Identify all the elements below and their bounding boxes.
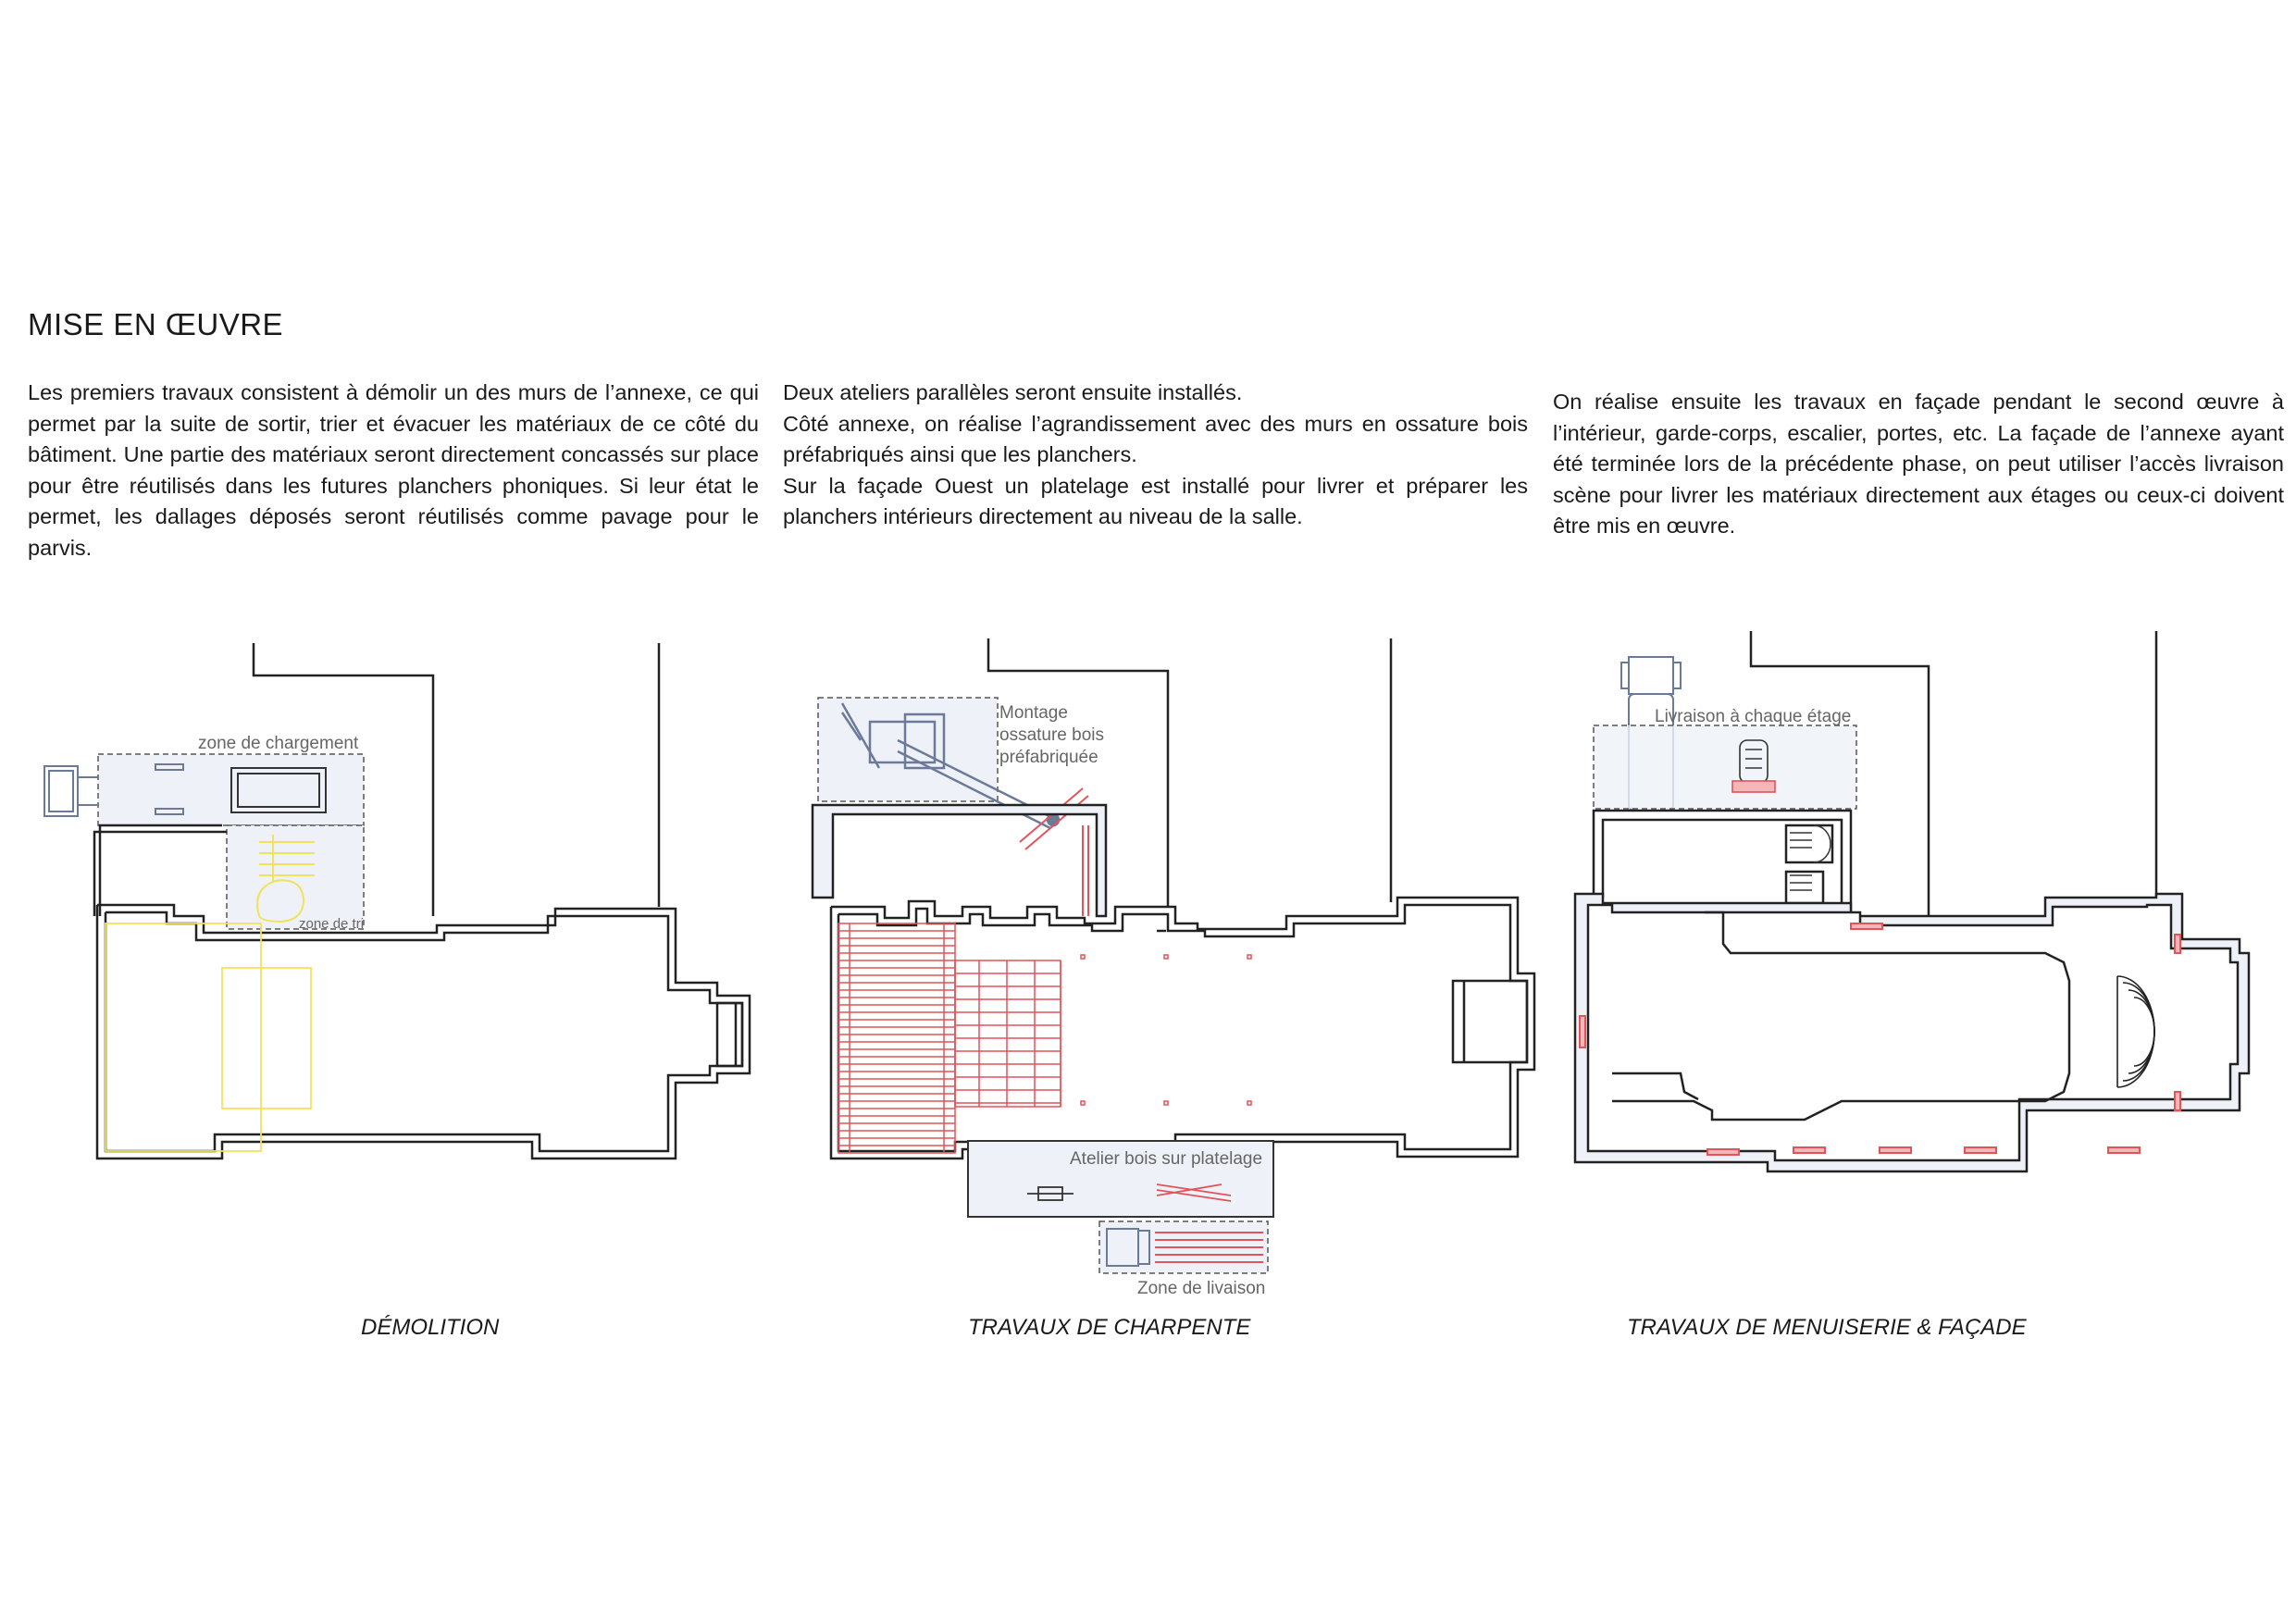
caption-demolition: DÉMOLITION bbox=[361, 1315, 500, 1340]
plan-charpente bbox=[805, 629, 1536, 1305]
post-marker bbox=[1247, 955, 1251, 959]
paragraph-charpente bbox=[783, 378, 1528, 533]
plan-menuiserie bbox=[1564, 629, 2267, 1184]
paragraph-menuiserie-text: On réalise ensuite les travaux en façade pendant le second œuvre à l’intérieur, garde-corps, escalier, portes, etc. La façade de l’annexe ayant été terminée lors de la précédente phase, on peut utiliser l’accès livraison scène pour livrer les matériaux directement aux étages ou ceux-ci doivent être mis en œuvre. bbox=[1553, 390, 2284, 538]
label-atelier: Atelier bois sur platelage bbox=[1070, 1149, 1263, 1169]
paragraph-charpente-line-1: Deux ateliers parallèles seront ensuite installés. bbox=[783, 380, 1243, 404]
label-zone-chargement: zone de chargement bbox=[198, 734, 359, 753]
annexe-walls bbox=[813, 805, 1106, 916]
staircase-icon bbox=[1790, 825, 1831, 890]
floor-board-area bbox=[838, 923, 955, 1153]
main-building-outline bbox=[97, 905, 750, 1158]
annexe-walls bbox=[94, 825, 227, 916]
label-montage-3: préfabriquée bbox=[999, 748, 1098, 767]
main-building-outline bbox=[831, 898, 1534, 1158]
caption-charpente: TRAVAUX DE CHARPENTE bbox=[968, 1315, 1251, 1340]
post-marker bbox=[1164, 955, 1168, 959]
label-montage-1: Montage bbox=[999, 703, 1068, 723]
post-marker bbox=[1247, 1101, 1251, 1105]
paragraph-charpente-line-3: Sur la façade Ouest un platelage est installé pour livrer et préparer les planchers intérieurs directement au niveau de la salle. bbox=[783, 473, 1528, 528]
paragraph-menuiserie bbox=[1553, 387, 2284, 542]
main-building-outline bbox=[1575, 894, 2249, 1171]
zone-livraison-etage bbox=[1594, 725, 1856, 809]
floor-board-area-2 bbox=[955, 960, 1061, 1107]
demolished-walls bbox=[105, 923, 311, 1151]
label-montage-2: ossature bois bbox=[999, 725, 1105, 745]
plan-demolition bbox=[37, 638, 768, 1194]
label-livraison: Zone de livaison bbox=[1137, 1279, 1266, 1298]
post-marker bbox=[1164, 1101, 1168, 1105]
paragraph-demolition bbox=[28, 378, 759, 564]
post-marker bbox=[1081, 1101, 1085, 1105]
caption-menuiserie: TRAVAUX DE MENUISERIE & FAÇADE bbox=[1627, 1315, 2027, 1340]
zone-tri bbox=[227, 825, 364, 929]
annexe-walls bbox=[1594, 811, 1851, 916]
label-zone-tri: zone de tri bbox=[299, 916, 365, 932]
post-marker bbox=[1081, 955, 1085, 959]
paragraph-charpente-line-2: Côté annexe, on réalise l’agrandissement avec des murs en ossature bois préfabriqués ainsi que les planchers. bbox=[783, 411, 1528, 466]
floor-boards bbox=[838, 923, 1251, 1153]
paragraph-demolition-text: Les premiers travaux consistent à démolir un des murs de l’annexe, ce qui permet par la suite de sortir, trier et évacuer les matériaux de ce côté du bâtiment. Une partie des matériaux seront directement concassés sur place pour être réutilisés dans les futures planchers phoniques. Si leur état le permet, les dallages déposés seront réutilisés comme pavage pour le parvis. bbox=[28, 380, 759, 560]
page-title: MISE EN ŒUVRE bbox=[28, 307, 284, 341]
label-livraison-etage: Livraison à chaque étage bbox=[1655, 707, 1852, 726]
